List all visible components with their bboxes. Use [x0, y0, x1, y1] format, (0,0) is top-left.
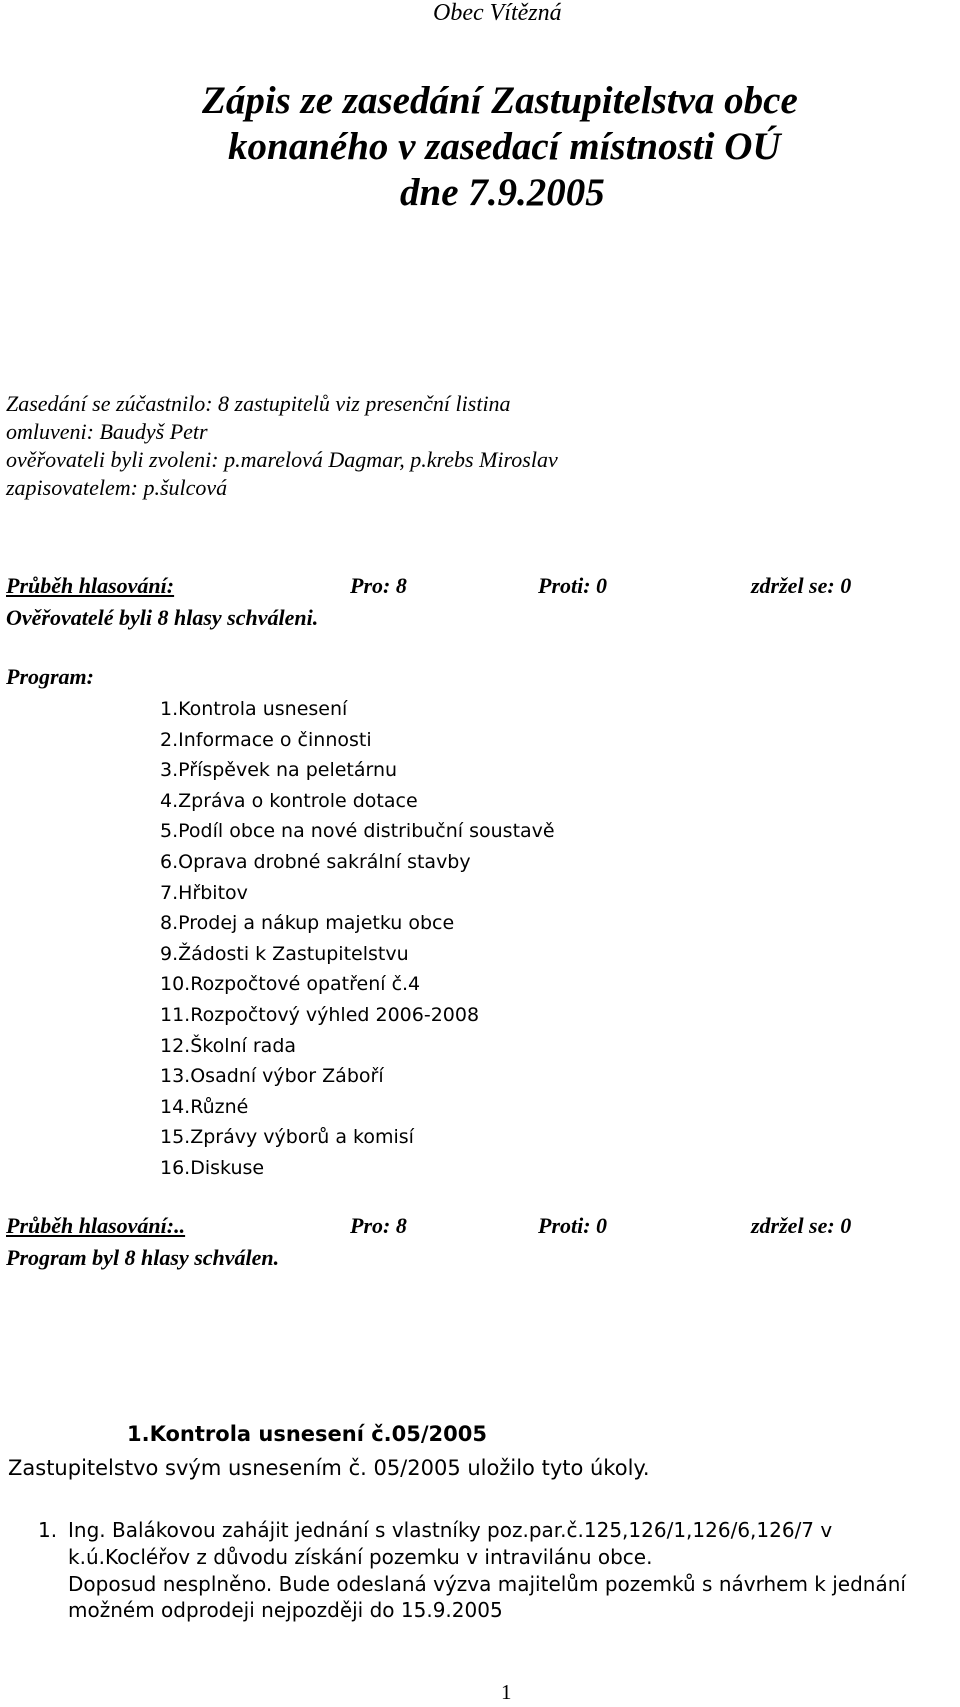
agenda-item: 7.Hřbitov	[160, 881, 248, 904]
agenda-item: 11.Rozpočtový výhled 2006-2008	[160, 1003, 480, 1026]
agenda-item: 12.Školní rada	[160, 1034, 297, 1057]
municipality-name: Obec Vítězná	[433, 0, 562, 26]
task-number: 1.	[38, 1518, 58, 1542]
attendance-excused: omluveni: Baudyš Petr	[6, 419, 208, 444]
agenda-item: 3.Příspěvek na peletárnu	[160, 759, 398, 782]
vote1-pro: Pro: 8	[350, 573, 407, 598]
agenda-item: 15.Zprávy výborů a komisí	[160, 1126, 414, 1149]
document-title-date: dne 7.9.2005	[400, 171, 605, 214]
document-title-line2: konaného v zasedací místnosti OÚ	[228, 125, 781, 168]
agenda-item: 5.Podíl obce na nové distribuční soustavě	[160, 820, 555, 843]
vote2-pro: Pro: 8	[350, 1213, 407, 1238]
attendance-recorder: zapisovatelem: p.šulcová	[6, 475, 228, 500]
attendance-verifiers: ověřovateli byli zvoleni: p.marelová Dagmar, p.krebs Miroslav	[6, 447, 558, 472]
agenda-item: 9.Žádosti k Zastupitelstvu	[160, 942, 409, 965]
task-line: k.ú.Kocléřov z důvodu získání pozemku v intravilánu obce.	[68, 1545, 653, 1569]
vote2-result: Program byl 8 hlasy schválen.	[6, 1245, 280, 1270]
agenda-item: 2.Informace o činnosti	[160, 728, 372, 751]
section1-text: Zastupitelstvo svým usnesením č. 05/2005 uložilo tyto úkoly.	[8, 1456, 650, 1480]
program-label: Program:	[6, 664, 94, 689]
agenda-item: 16.Diskuse	[160, 1156, 265, 1179]
vote2-proti: Proti: 0	[538, 1213, 608, 1238]
agenda-item: 6.Oprava drobné sakrální stavby	[160, 850, 471, 873]
agenda-item: 4.Zpráva o kontrole dotace	[160, 789, 418, 812]
task-line: Ing. Balákovou zahájit jednání s vlastníky poz.par.č.125,126/1,126/6,126/7 v	[68, 1518, 833, 1542]
agenda-item: 13.Osadní výbor Záboří	[160, 1065, 384, 1088]
agenda-item: 10.Rozpočtové opatření č.4	[160, 973, 421, 996]
agenda-item: 1.Kontrola usnesení	[160, 698, 348, 720]
vote2-abstain: zdržel se: 0	[751, 1213, 852, 1238]
agenda-item: 8.Prodej a nákup majetku obce	[160, 912, 455, 935]
agenda-item: 14.Různé	[160, 1095, 249, 1118]
vote1-result: Ověřovatelé byli 8 hlasy schváleni.	[6, 605, 319, 630]
vote1-abstain: zdržel se: 0	[751, 573, 852, 598]
vote1-label: Průběh hlasování:	[6, 573, 175, 598]
vote1-proti: Proti: 0	[538, 573, 608, 598]
task-line: možném odprodeji nejpozději do 15.9.2005	[68, 1598, 503, 1622]
agenda-list	[160, 694, 555, 1184]
vote2-label: Průběh hlasování:..	[6, 1213, 186, 1238]
page-number: 1	[501, 1680, 512, 1704]
section1-heading: 1.Kontrola usnesení č.05/2005	[127, 1422, 487, 1446]
task-line: Doposud nesplněno. Bude odeslaná výzva majitelům pozemků s návrhem k jednání	[68, 1572, 906, 1596]
attendance-present: Zasedání se zúčastnilo: 8 zastupitelů viz presenční listina	[6, 391, 511, 416]
document-title-line1: Zápis ze zasedání Zastupitelstva obce	[202, 79, 798, 122]
